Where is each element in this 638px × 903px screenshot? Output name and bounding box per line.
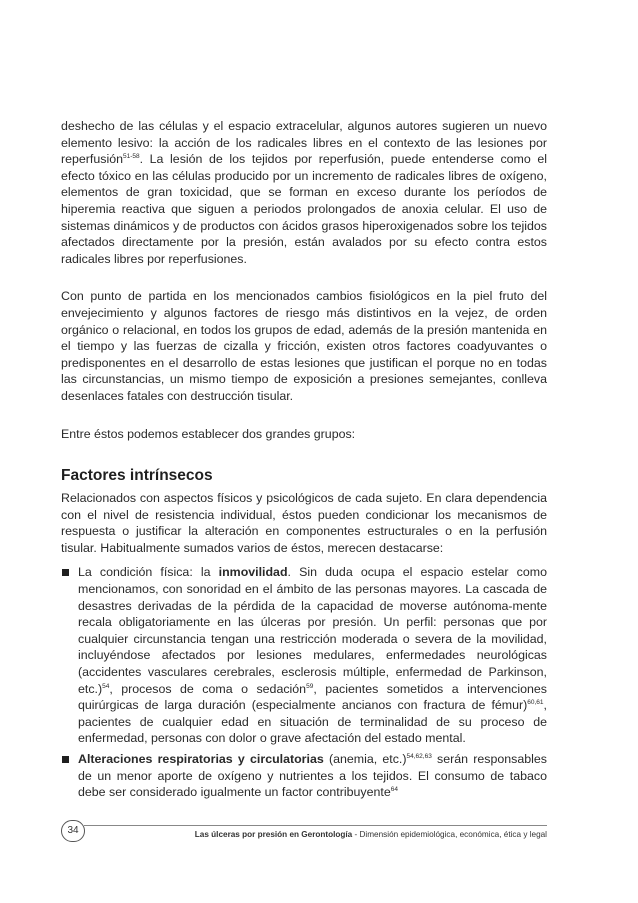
citation: 64 <box>390 786 398 794</box>
bullet-square-icon <box>62 569 69 576</box>
citation: 54 <box>102 682 110 690</box>
page-footer <box>61 820 547 844</box>
bullet-square-icon <box>62 756 69 763</box>
list-item-inmovilidad: La condición física: la inmovilidad. Sin duda ocupa el espacio estelar como mencionamos, con sonoridad en el ámbito de las personas mayores. La cascada de desastres derivadas de la pérdida de la capacidad de moverse autónoma-mente recala obligatoriamente en las úlceras por presión. Un perfil: personas que por cualquier circunstancia tengan una restricción moderada o severa de la movilidad, incluyéndose afectados por lesiones medulares, enfermedades neurológicas (accidentes vasculares cerebrales, esclerosis múltiple, enfermedad de Parkinson, etc.)$^{54}$, procesos de coma o sedación$^{59}$, pacientes sometidos a intervenciones quirúrgicas de larga duración (especialmente ancianos con fractura de fémur)$^{60,61}$, pacientes de cualquier edad en situación de terminalidad de su proceso de enfermedad, personas con dolor o grave afectación del estado mental. <box>61 564 547 747</box>
citation: 54,62,63 <box>406 753 432 760</box>
list-item-alteraciones: Alteraciones respiratorias y circulatorias (anemia, etc.)$^{54,62,63}$ serán responsables de un menor aporte de oxígeno y nutrientes a los tejidos. El consumo de tabaco debe ser considerado igualmente un factor contribuyente$^{64}$ <box>61 751 547 801</box>
paragraph-reperfusion: deshecho de las células y el espacio extracelular, algunos autores sugieren un nuevo elemento lesivo: la acción de los radicales libres en el contexto de las lesiones por reperfusión$^{51-58}$. La lesión de los tejidos por reperfusión, puede entenderse como el efecto tóxico en las células producido por un incremento de radicales libres de oxígeno, elementos de gran toxicidad, que se forman en exceso durante los períodos de hiperemia reactiva que siguen a periodos prolongados de anoxia celular. El uso de sistemas dinámicos y de productos con ácidos grasos hiperoxigenados sobre los tejidos afectados directamente por la presión, están avalados por su efecto contra estos radicales libres por reperfusiones. <box>61 119 547 266</box>
citation: 59 <box>306 682 314 690</box>
footer-rule <box>84 825 547 826</box>
section-intro: Relacionados con aspectos físicos y psicológicos de cada sujeto. En clara dependencia con el nivel de resistencia individual, éstos pueden condicionar los mecanismos de respuesta o justificar la alteración en componentes estructurales o en la perfusión tisular. Habitualmente sumados varios de éstos, merecen destacarse: <box>61 491 547 555</box>
citation: 60,61 <box>527 699 544 707</box>
paragraph-groups-intro: Entre éstos podemos establecer dos grandes grupos: <box>61 426 356 441</box>
footer-title: Las úlceras por presión en Gerontología - Dimensión epidemiológica, económica, ética y legal <box>194 830 547 839</box>
section-heading: Factores intrínsecos <box>61 467 213 485</box>
page-number: 34 <box>61 820 85 842</box>
citation: 51-58 <box>123 153 140 161</box>
paragraph-risk-factors: Con punto de partida en los mencionados cambios fisiológicos en la piel fruto del envejecimiento y algunos factores de riesgo más distintivos en la vejez, de orden orgánico o relacional, en todos los grupos de edad, además de la presión mantenida en el tiempo y las fuerzas de cizalla y fricción, existen otros factores coadyuvantes o predisponentes en el desarrollo de estas lesiones que justifican el porque no en todas las circunstancias, un mismo tiempo de exposición a presiones semejantes, conlleva desenlaces fatales con destrucción tisular. <box>61 289 547 403</box>
page-content <box>61 118 547 801</box>
factor-list <box>61 564 547 800</box>
